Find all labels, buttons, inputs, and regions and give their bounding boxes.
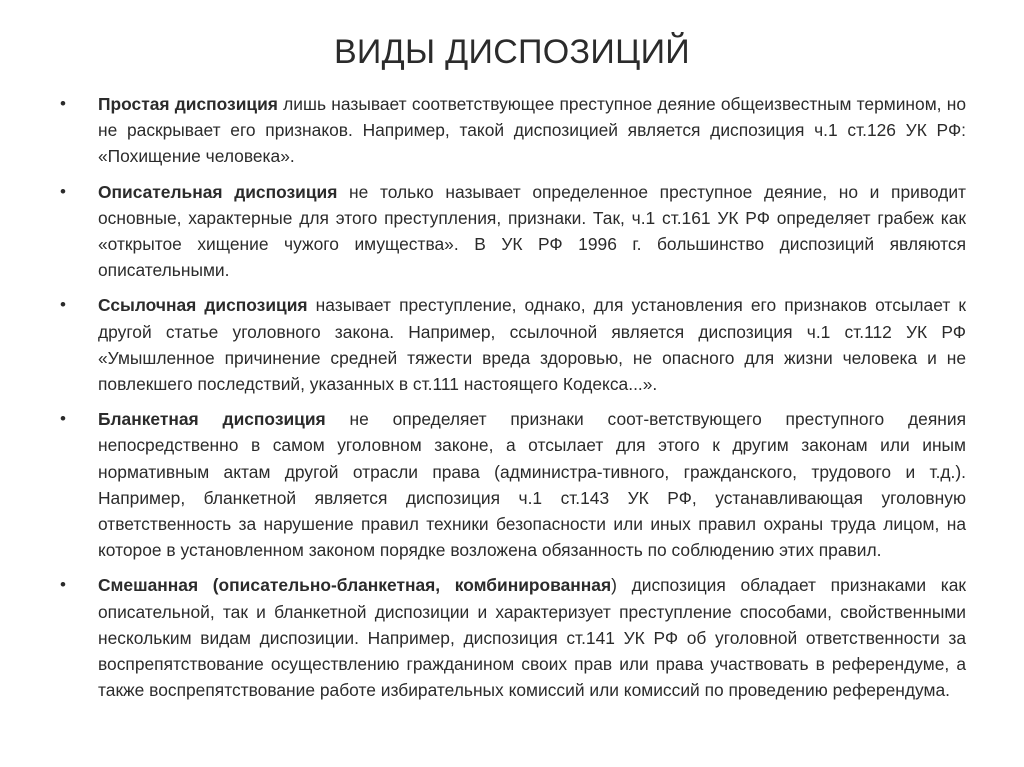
disposition-list [60, 91, 966, 712]
item-term: Простая диспозиция [98, 94, 278, 114]
item-text: ) диспозиция обладает признаками как описательной, так и бланкетной диспозиции и характеризует преступление способами, свойственными нескольким видам диспозиции. Например, диспозиция ст.141 УК РФ об уголовной ответственности за воспрепятствование осуществлению гражданином своих прав или права участвовать в референдуме, а также воспрепятствование работе избирательных комиссий или комиссий по проведению референдума. [98, 575, 967, 701]
item-text: не только называет определенное преступное деяние, но и приводит основные, характерные для этого преступления, признаки. Так, ч.1 ст.161 УК РФ определяет грабеж как «открытое хищение чужого имущества». В УК РФ 1996 г. большинство диспозиций являются описательными. [98, 181, 966, 281]
item-term: Описательная диспозиция [98, 181, 338, 202]
bullet-icon: • [60, 94, 66, 113]
list-item [60, 572, 966, 703]
list-item [60, 406, 966, 563]
item-text: называет преступление, однако, для установления его признаков отсылает к другой статье уголовного закона. Например, ссылочной является диспозиция ч.1 ст.112 УК РФ «Умышленное причинение средней тяжести вреда здоровью, не опасного для жизни человека и не повлекшего последствий, указанных в ст.111 настоящего Кодекса...». [98, 295, 966, 395]
bullet-icon: • [60, 295, 66, 315]
item-term: Смешанная (описательно-бланкетная, комбинированная [98, 575, 612, 596]
item-term: Бланкетная диспозиция [98, 409, 326, 430]
bullet-icon: • [60, 575, 66, 595]
item-text: лишь называет соответствующее преступное деяние общеизвестным термином, но не раскрывает его признаков. Например, такой диспозицией является диспозиция ч.1 ст.126 УК РФ: «Похищение человека». [98, 94, 966, 167]
item-term: Ссылочная диспозиция [98, 295, 308, 316]
list-item [60, 91, 966, 170]
item-text: не определяет признаки соот-ветствующего преступного деяния непосредственно в самом уголовном законе, а отсылает для этого к другим законам или иным нормативным актам другой отрасли права (администра-тивного, гражданского, трудового и т.д.). Например, бланкетной является диспозиция ч.1 ст.143 УК РФ, устанавливающая уголовную ответственность за нарушение правил техники безопасности или иных правил охраны труда лицом, на которое в установленном законом порядке возложена обязанность по соблюдению этих правил. [98, 409, 966, 561]
bullet-icon: • [60, 181, 66, 201]
list-item [60, 179, 966, 284]
slide-title: ВИДЫ ДИСПОЗИЦИЙ [333, 33, 691, 71]
bullet-icon: • [60, 409, 66, 429]
list-item [60, 292, 966, 397]
